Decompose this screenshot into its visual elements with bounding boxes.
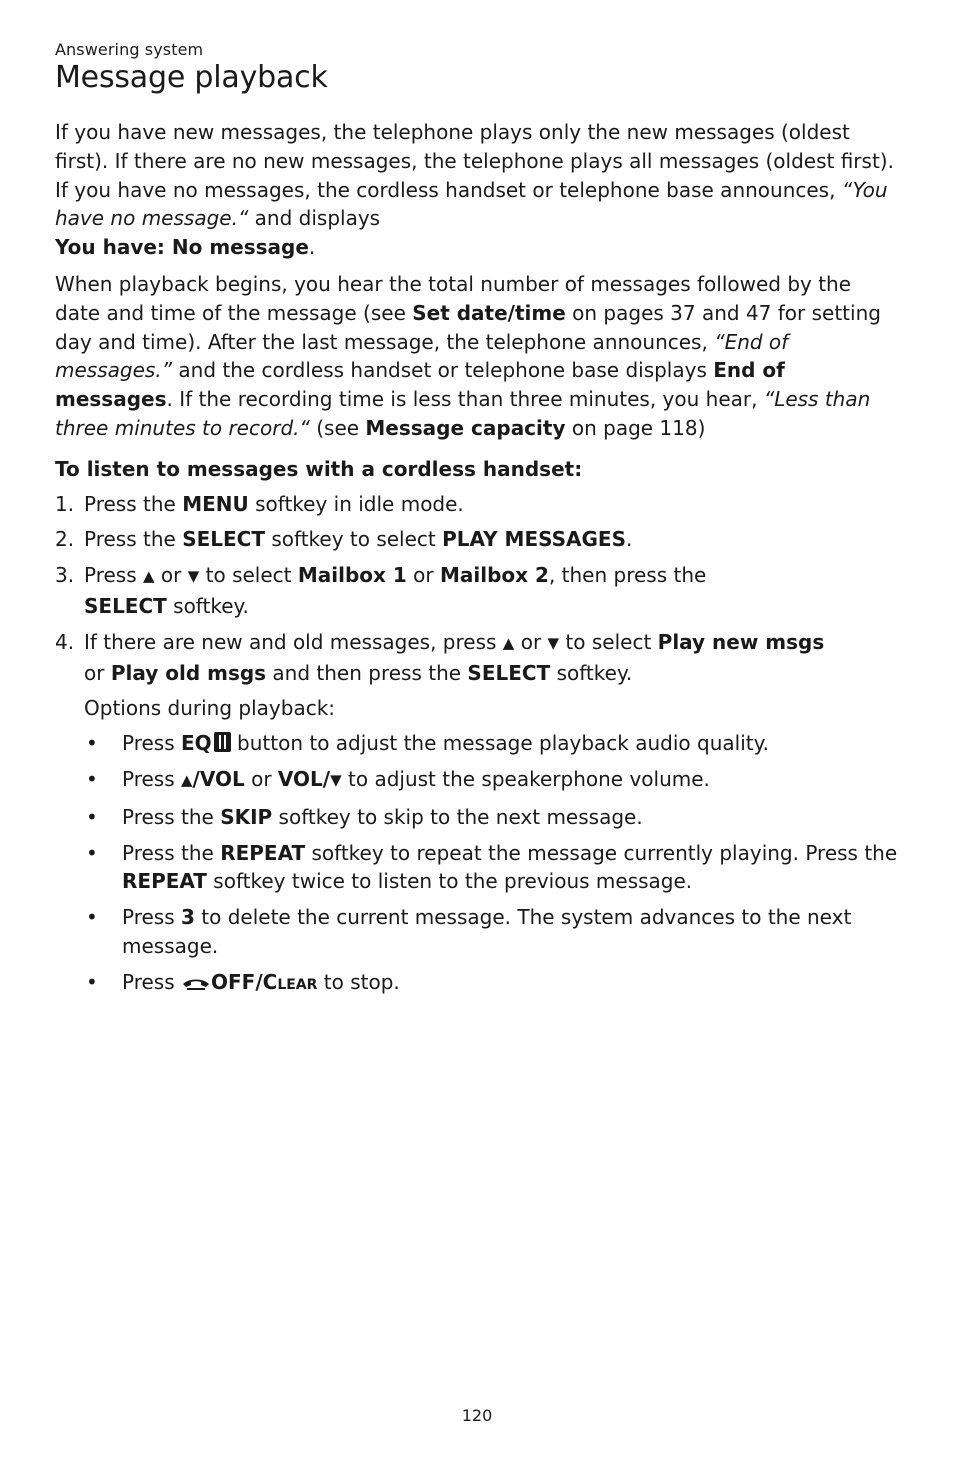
phone-off-icon [181,975,211,991]
option-item: • Press OFF/Clear to stop. [86,969,400,994]
page-title: Message playback [55,60,328,95]
eq-icon [214,732,231,752]
up-arrow-icon: ▲ [502,633,515,652]
option-item: • Press ▲/VOL or VOL/▼ to adjust the speakerphone volume. [86,766,710,791]
step-item: 2. Press the SELECT softkey to select PLAY MESSAGES. [55,527,633,552]
up-arrow-icon: ▲ [181,770,193,789]
intro-paragraph-1: If you have new messages, the telephone plays only the new messages (oldest first). If there are no new messages, the telephone plays all messages (oldest first). If you have no messages, the cordless handset or telephone base announces, “You have no message.“ and displays You have: No message. [55,120,894,260]
option-item: • Press the REPEAT softkey to repeat the message currently playing. Press the REPEAT softkey twice to listen to the previous message. [86,840,898,894]
display-text: You have: No message [55,235,309,260]
display-text: End of messages [55,358,785,412]
down-arrow-icon: ▼ [547,633,560,652]
page-body [55,118,900,1004]
step-item: 3. Press ▲ or ▼ to select Mailbox 1 or Mailbox 2, then press the SELECT softkey. [55,563,707,618]
reference-message-capacity: Message capacity [365,415,566,440]
options-label: Options during playback: [84,696,336,721]
section-label: Answering system [55,40,204,59]
step-item: 1. Press the MENU softkey in idle mode. [55,491,464,516]
procedure-heading: To listen to messages with a cordless handset: [55,456,583,481]
down-arrow-icon: ▼ [187,567,200,586]
reference-set-date-time: Set date/time [412,300,566,325]
option-item: • Press EQ button to adjust the message playback audio quality. [86,731,769,756]
intro-paragraph-2: When playback begins, you hear the total number of messages followed by the date and time of the message (see Set date/time on pages 37 and 47 for setting day and time). After the last message, the telephone announces, “End of messages.” and the cordless handset or telephone base displays End of messages. If the recording time is less than three minutes, you hear, “Less than three minutes to record.“ (see Message capacity on page 118) [55,271,881,440]
page-number: 120 [461,1406,493,1425]
down-arrow-icon: ▼ [330,770,342,789]
option-item: • Press the SKIP softkey to skip to the next message. [86,804,643,829]
steps-list [55,490,900,997]
up-arrow-icon: ▲ [143,567,155,586]
option-item: • Press 3 to delete the current message. The system advances to the next message. [86,905,852,958]
options-list [55,729,900,996]
step-item: 4. If there are new and old messages, press ▲ or ▼ to select Play new msgs or Play old msgs and then press the SELECT softkey. Options during playback: • Press EQ button to adjust the message playback audio quality. • Press ▲/VOL or VOL/▼ to adjust the speakerphone volume. • Press the SKIP softkey to skip to the next message. • Press the REPEAT softkey to repeat the message currently playing. Press the REPEAT softkey twice to listen to the previous message. • Press 3 to delete the current message. The system advances to the next message. • Press OFF/Clear to stop. [55,628,900,997]
